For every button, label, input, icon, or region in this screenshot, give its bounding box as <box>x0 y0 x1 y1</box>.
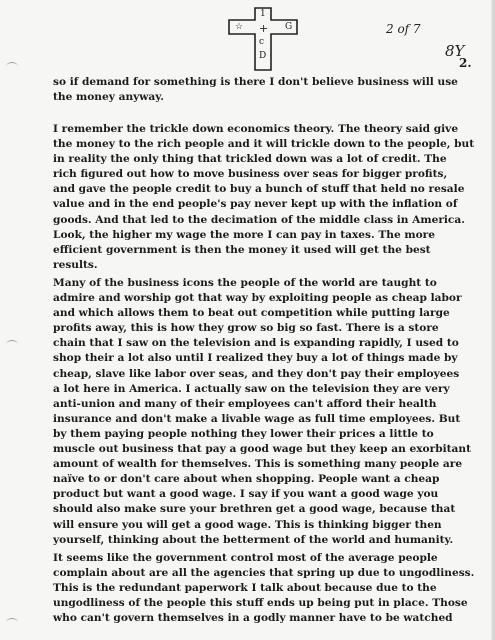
text-line: the money anyway. <box>53 91 164 104</box>
paragraph-3 <box>53 276 475 548</box>
text-line: ungodliness of the people this stuff ends up being put in place. Those <box>53 597 468 610</box>
cross-mark-bottom-a: c <box>259 37 265 47</box>
paragraph-2 <box>53 122 475 273</box>
text-line: product but want a good wage. I say if you want a good wage you <box>53 488 439 501</box>
text-line: by them paying people nothing they lower their prices a little to <box>53 427 434 440</box>
text-line: will ensure you will get a good wage. This is thinking bigger then <box>53 518 442 531</box>
punch-hole-mark <box>6 62 18 71</box>
page-number: 2. <box>459 56 472 70</box>
text-line: profits away, this is how they grow so big so fast. There is a store <box>53 322 439 335</box>
text-line: admire and worship got that way by exploiting people as cheap labor <box>53 292 462 305</box>
text-line: insurance and don't make a livable wage as full time employees. But <box>53 412 461 425</box>
text-line: chain that I saw on the television and is expanding rapidly, I used to <box>53 337 459 350</box>
text-line: This is the redundant paperwork I talk about because due to the <box>53 582 437 595</box>
punch-hole-mark <box>6 340 18 349</box>
hand-drawn-cross <box>225 6 305 72</box>
text-line: should also make sure your brethren get a good wage, because that <box>53 503 456 516</box>
cross-mark-left: ☆ <box>235 22 244 32</box>
text-line: shop their a lot also until I realized they buy a lot of things made by <box>53 352 458 365</box>
text-line: a lot here in America. I actually saw on the television they are very <box>53 382 450 395</box>
text-line: value and in the end people's pay never kept up with the inflation of <box>53 198 458 211</box>
text-line: and gave the people credit to buy a bunch of stuff that held no resale <box>53 183 465 196</box>
cross-mark-center: + <box>259 22 269 35</box>
page-edge <box>491 0 495 640</box>
text-line: complain about are all the agencies that spring up due to ungodliness. <box>53 567 475 580</box>
text-line: so if demand for something is there I don't believe business will use <box>53 76 458 88</box>
text-line: who can't govern themselves in a godly manner have to be watched <box>53 612 453 625</box>
text-line: Many of the business icons the people of the world are taught to <box>53 277 437 289</box>
text-line: results. <box>53 258 98 271</box>
handwritten-mark: 8Y <box>445 42 465 60</box>
text-line: I remember the trickle down economics theory. The theory said give <box>53 123 459 135</box>
text-line: muscle out business that pay a good wage but they keep an exorbitant <box>53 443 471 456</box>
text-line: and which allows them to beat out competition while putting large <box>53 307 450 320</box>
text-line: naïve to or don't care about when shopping. People want a cheap <box>53 473 440 486</box>
text-line: anti-union and many of their employees can't afford their health <box>53 397 437 410</box>
cross-mark-top: 1 <box>260 9 266 19</box>
text-line: the money to the rich people and it will trickle down to the people, but <box>53 138 475 151</box>
text-line: cheap, slave like labor over seas, and they don't pay their employees <box>53 367 460 380</box>
text-line: It seems like the government control most of the average people <box>53 552 438 564</box>
cross-mark-right: G <box>285 22 293 32</box>
page-of-note: 2 of 7 <box>386 22 421 36</box>
text-line: goods. And that led to the decimation of the middle class in America. <box>53 213 465 226</box>
paragraph-1 <box>53 75 475 105</box>
text-line: yourself, thinking about the betterment of the world and humanity. <box>53 533 454 546</box>
text-line: amount of wealth for themselves. This is something many people are <box>53 458 463 471</box>
text-line: Look, the higher my wage the more I can pay in taxes. The more <box>53 228 435 241</box>
text-line: efficient government is then the money it used will get the best <box>53 243 431 256</box>
text-line: rich figured out how to move business over seas for bigger profits, <box>53 168 448 181</box>
paragraph-4 <box>53 551 475 626</box>
text-line: in reality the only thing that trickled down was a lot of credit. The <box>53 153 447 166</box>
punch-hole-mark <box>6 618 18 627</box>
cross-mark-bottom-b: D <box>259 51 267 61</box>
